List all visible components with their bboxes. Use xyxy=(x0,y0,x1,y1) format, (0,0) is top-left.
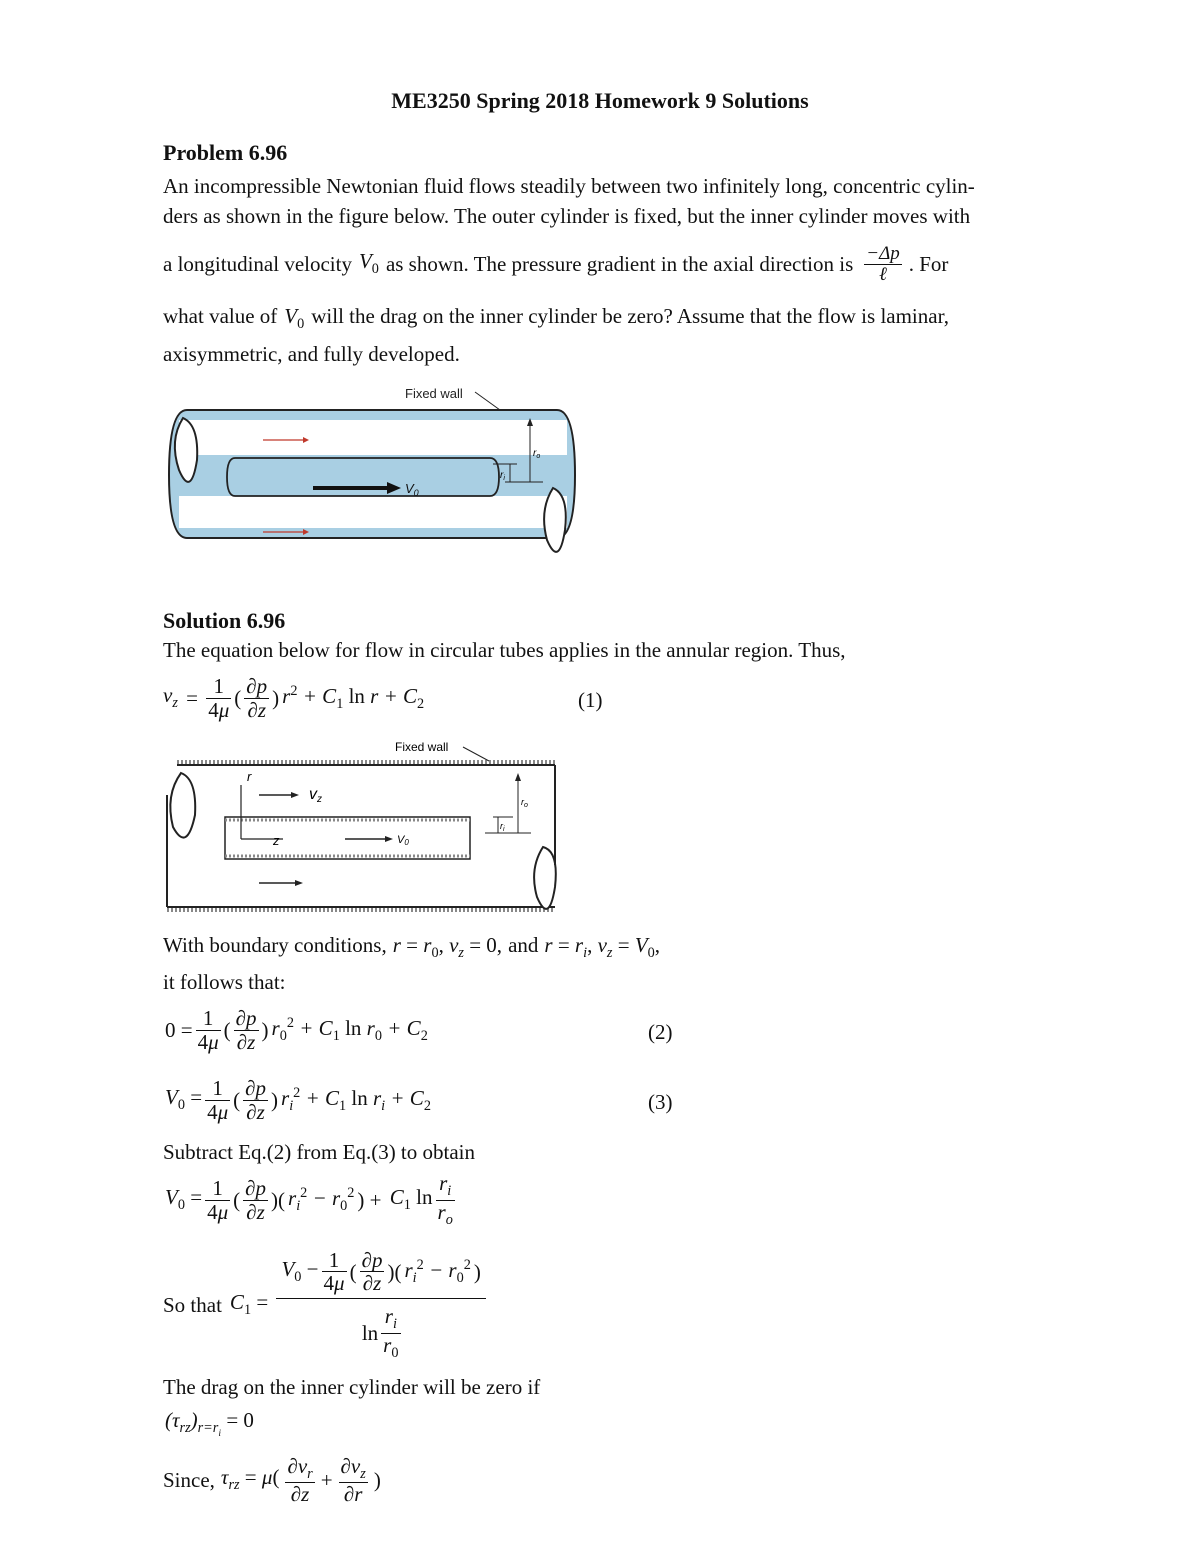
ro-label: $r_o$ xyxy=(533,448,541,460)
drag-zero-text: The drag on the inner cylinder will be zero if xyxy=(163,1375,541,1399)
problem-line-2: ders as shown in the figure below. The outer cylinder is fixed, but the inner cylinder moves with xyxy=(163,204,971,228)
bc-math-1: $r = r_0$, $v_z = 0$, xyxy=(392,933,503,962)
bc-text-b: and xyxy=(508,933,539,957)
solution-heading: Solution 6.96 xyxy=(163,608,286,633)
left-end-ring xyxy=(170,773,195,838)
figure2-ri-label: $r_i$ xyxy=(500,821,505,833)
page-title: ME3250 Spring 2018 Homework 9 Solutions xyxy=(391,88,809,113)
so-that-text: So that xyxy=(163,1292,222,1317)
equation-difference: $V_0$ = $\frac{1}{4\mu}$ ( $\frac{\partial p}{\partial z}$ )( $r_i^2 - r_0^2$ ) + $C_1$ ln $\frac{r_i}{r_o}$ xyxy=(165,1171,453,1228)
problem-line-1: An incompressible Newtonian fluid flows steadily between two infinitely long, concentric cylin- xyxy=(163,174,975,198)
inner-cylinder xyxy=(225,817,470,859)
v0-symbol: $V_0$ xyxy=(284,304,305,333)
fixed-wall-label: Fixed wall xyxy=(405,386,463,401)
problem-heading: Problem 6.96 xyxy=(163,140,288,165)
inner-cylinder xyxy=(227,458,499,496)
vz-label: vz xyxy=(309,786,322,805)
annular-flow-figure xyxy=(165,380,585,575)
equation-1: $v_z$ = $\frac{1}{4\mu}$ ( $\frac{\partial p}{\partial z}$ ) $r^2 + C_1$ $\ln r + C_2$ xyxy=(163,674,425,722)
bc-text-a: With boundary conditions, xyxy=(163,933,387,957)
bc-math-2: $r = r_i$, $v_z = V_0$, xyxy=(544,933,661,962)
ri-label: $r_i$ xyxy=(500,470,505,482)
right-end-ring xyxy=(544,488,566,552)
figure2-v0-label: V0 xyxy=(397,834,409,847)
equation-3: $V_0$ = $\frac{1}{4\mu}$ ( $\frac{\partial p}{\partial z}$ ) $r_i^2 + C_1$ $\ln r_i + C_2$ xyxy=(165,1076,431,1124)
problem-line-3-text-a: a longitudinal velocity xyxy=(163,251,352,276)
annular-flow-coordinate-figure xyxy=(163,735,563,915)
figure2-fixed-wall-label: Fixed wall xyxy=(395,740,449,754)
problem-line-5: axisymmetric, and fully developed. xyxy=(163,342,460,366)
figure2-ro-label: $r_o$ xyxy=(521,797,528,809)
shear-stress-definition: Since, $\tau_{rz} = \mu$( $\frac{\partial v_r}{\partial z}$ + $\frac{\partial v_z}{\partial r}$ ) xyxy=(163,1453,381,1507)
problem-line-4-text-b: will the drag on the inner cylinder be zero? Assume that the flow is laminar, xyxy=(311,304,949,328)
pressure-gradient-fraction xyxy=(864,244,901,285)
solution-intro: The equation below for flow in circular tubes applies in the annular region. Thus, xyxy=(163,638,846,662)
shear-stress-condition: $(\tau_{rz})_{r=r_i} = 0$ xyxy=(165,1408,254,1440)
pressure-gradient-denominator: ℓ xyxy=(879,263,887,285)
it-follows-text: it follows that: xyxy=(163,970,286,994)
pressure-gradient-numerator: −Δp xyxy=(866,242,900,264)
equation-2: 0 = $\frac{1}{4\mu}$ ( $\frac{\partial p}{\partial z}$ ) $r_0^2 + C_1$ $\ln r_0 + C_2$ xyxy=(165,1006,428,1054)
problem-line-4-text-a: what value of xyxy=(163,304,278,328)
problem-line-3 xyxy=(163,238,948,290)
z-axis-label: z xyxy=(273,833,280,848)
problem-line-3-text-b: as shown. The pressure gradient in the axial direction is xyxy=(385,251,854,276)
right-end-ring xyxy=(534,847,556,909)
problem-line-3-text-c: . For xyxy=(908,251,949,276)
subtract-text: Subtract Eq.(2) from Eq.(3) to obtain xyxy=(163,1140,476,1164)
r-axis-label: r xyxy=(247,769,252,784)
equation-1-number: (1) xyxy=(578,688,603,712)
figure-v0-label: $V_0$ xyxy=(405,481,419,498)
equation-3-number: (3) xyxy=(648,1090,673,1114)
since-text: Since, xyxy=(163,1467,215,1492)
boundary-conditions-line xyxy=(163,935,660,960)
problem-line-4 xyxy=(163,306,949,331)
v0-symbol: $V_0$ xyxy=(358,249,379,278)
c1-expression: So that $C_1$ = $V_0$ − $\frac{1}{4\mu}$ ( $\frac{\partial p}{\partial z}$ )( $r_i^2 - r_0^2$ ) ln $\frac{r_i}{r_0}$ xyxy=(163,1240,486,1370)
equation-2-number: (2) xyxy=(648,1020,673,1044)
